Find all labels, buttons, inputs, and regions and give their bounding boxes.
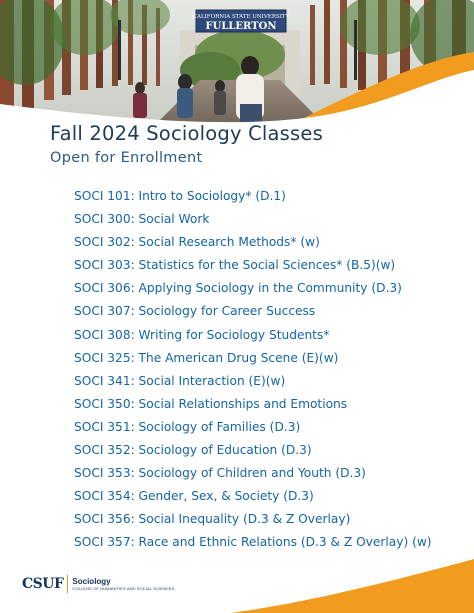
campus-photo-header: [0, 0, 474, 130]
banner-line-2: FULLERTON: [205, 21, 277, 32]
class-item: SOCI 350: Social Relationships and Emotions: [74, 396, 348, 411]
class-item: SOCI 307: Sociology for Career Success: [74, 304, 316, 319]
department-logo: [22, 574, 174, 594]
class-item: SOCI 353: Sociology of Children and Youth (D.3): [74, 466, 366, 481]
logo-divider: [67, 575, 68, 593]
campus-photo: [0, 0, 474, 130]
logo-department: [72, 577, 174, 591]
class-item: SOCI 341: Social Interaction (E)(w): [74, 373, 286, 388]
page-title: Fall 2024 Sociology Classes: [50, 122, 323, 145]
department-name: Sociology: [72, 577, 111, 586]
class-item: SOCI 352: Sociology of Education (D.3): [74, 443, 312, 458]
college-name: COLLEGE OF HUMANITIES AND SOCIAL SCIENCES: [72, 586, 175, 591]
class-item: SOCI 357: Race and Ethnic Relations (D.3 & Z Overlay) (w): [74, 535, 432, 550]
class-list: [74, 185, 432, 555]
footer-accent-wave: [230, 555, 474, 613]
class-item: SOCI 101: Intro to Sociology* (D.1): [74, 189, 286, 203]
page-subtitle: Open for Enrollment: [50, 150, 203, 166]
csuf-logo-text: CSUF: [22, 576, 64, 592]
class-item: SOCI 306: Applying Sociology in the Community (D.3): [74, 281, 402, 296]
class-item: SOCI 325: The American Drug Scene (E)(w): [74, 350, 339, 365]
class-item: SOCI 303: Statistics for the Social Sciences* (B.5)(w): [74, 258, 396, 273]
class-item: SOCI 302: Social Research Methods* (w): [74, 235, 320, 250]
class-item: SOCI 308: Writing for Sociology Students*: [74, 327, 330, 342]
class-item: SOCI 351: Sociology of Families (D.3): [74, 419, 301, 434]
class-item: SOCI 300: Social Work: [74, 212, 210, 227]
class-item: SOCI 356: Social Inequality (D.3 & Z Overlay): [74, 512, 351, 527]
banner-line-1: CALIFORNIA STATE UNIVERSITY: [192, 14, 290, 20]
class-item: SOCI 354: Gender, Sex, & Society (D.3): [74, 489, 314, 504]
